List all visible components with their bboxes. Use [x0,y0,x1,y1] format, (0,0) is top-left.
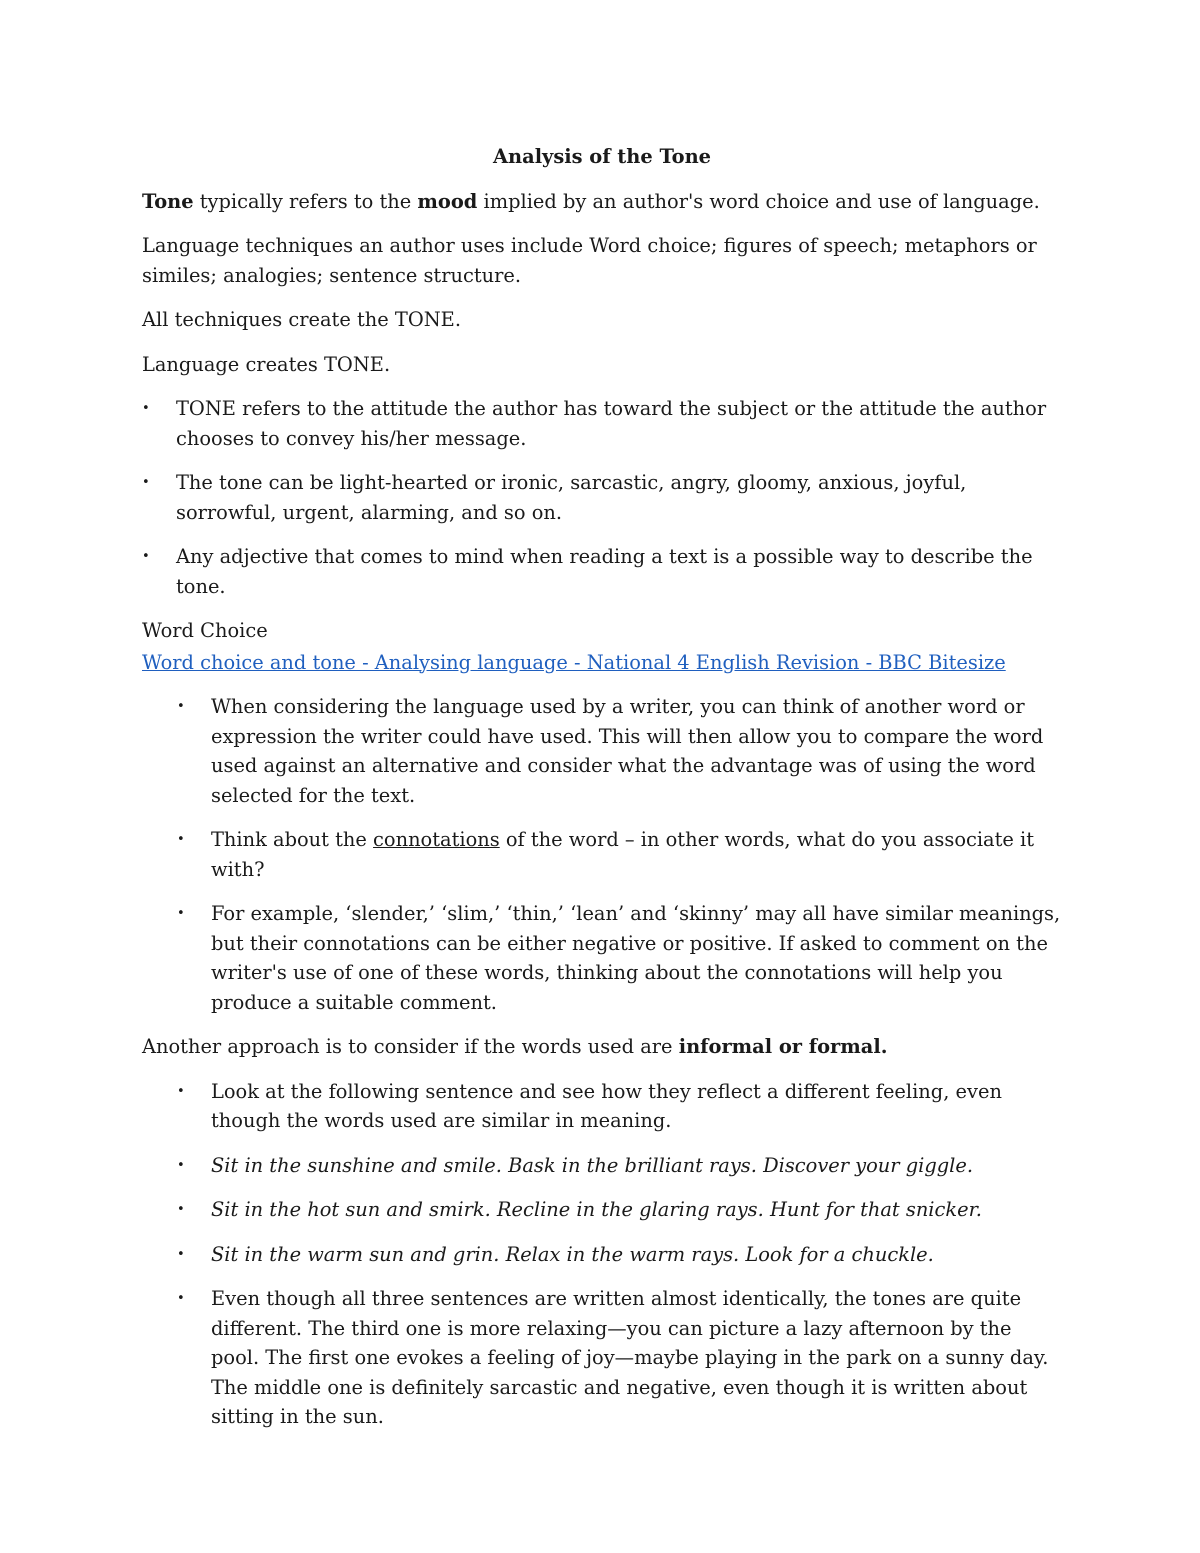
list-item: • Any adjective that comes to mind when reading a text is a possible way to describe the tone. [142,542,1062,601]
intro-paragraph: Tone typically refers to the mood implied by an author's word choice and use of language. [142,189,1040,213]
bullet-icon: • [177,699,185,714]
page-title: Analysis of the Tone [492,145,712,168]
list-item: • When considering the language used by a writer, you can think of another word or expression the writer could have used. This will then allow you to compare the word used against an alternative and consider what the advantage was of using the word selected for the text. [177,692,1062,810]
bullet-icon: • [177,906,185,921]
document-body [142,142,1062,1447]
mood-term: mood [417,189,478,213]
word-choice-heading: Word Choice [142,619,268,642]
list-item [177,1151,1062,1181]
connotations-term: connotations [373,828,500,851]
bullet-icon: • [142,401,150,416]
tone-bullet-list [142,394,1062,601]
list-item [177,1195,1062,1225]
bullet-icon: • [142,475,150,490]
techniques-create-tone-paragraph: All techniques create the TONE. [142,308,461,331]
tone-term: Tone [142,189,194,213]
formal-bullet-list [142,1077,1062,1432]
language-creates-tone-paragraph: Language creates TONE. [142,352,391,376]
word-choice-bullet-list [142,692,1062,1017]
list-item: • Even though all three sentences are written almost identically, the tones are quite different. The third one is more relaxing—you can picture a lazy afternoon by the pool. The first one evokes a feeling of joy—maybe playing in the park on a sunny day. The middle one is definitely sarcastic and negative, even though it is written about sitting in the sun. [177,1284,1062,1432]
informal-formal-term: informal or formal. [678,1035,888,1058]
bbc-bitesize-link[interactable]: Word choice and tone - Analysing language - National 4 English Revision - BBC Bitesize [142,650,1006,674]
techniques-paragraph: Language techniques an author uses include Word choice; figures of speech; metaphors or similes; analogies; sentence structure. [142,234,1037,287]
bullet-icon: • [177,1157,185,1173]
bullet-icon: • [177,1202,185,1217]
list-item: • For example, ‘slender,’ ‘slim,’ ‘thin,’ ‘lean’ and ‘skinny’ may all have similar meanings, but their connotations can be either negative or positive. If asked to comment on the writer's use of one of these words, thinking about the connotations will help you produce a suitable comment. [177,899,1062,1017]
list-item: • The tone can be light-hearted or ironic, sarcastic, angry, gloomy, anxious, joyful, sorrowful, urgent, alarming, and so on. [142,468,1062,527]
example-sentence: Sit in the sunshine and smile. Bask in the brilliant rays. Discover your giggle. [211,1153,974,1177]
list-item [177,1240,1062,1270]
example-sentence: Sit in the warm sun and grin. Relax in the warm rays. Look for a chuckle. [211,1242,934,1266]
list-item: • Look at the following sentence and see how they reflect a different feeling, even though the words used are similar in meaning. [177,1077,1062,1136]
formal-approach-paragraph: Another approach is to consider if the words used are informal or formal. [142,1035,888,1058]
example-sentence: Sit in the hot sun and smirk. Recline in the glaring rays. Hunt for that snicker. [211,1198,982,1221]
bullet-icon: • [177,832,185,847]
bullet-icon: • [177,1083,185,1099]
bullet-icon: • [142,549,150,564]
list-item: • TONE refers to the attitude the author has toward the subject or the attitude the author chooses to convey his/her message. [142,394,1062,453]
list-item: • Think about the connotations of the word – in other words, what do you associate it with? [177,825,1062,884]
bullet-icon: • [177,1246,185,1262]
bullet-icon: • [177,1291,185,1306]
